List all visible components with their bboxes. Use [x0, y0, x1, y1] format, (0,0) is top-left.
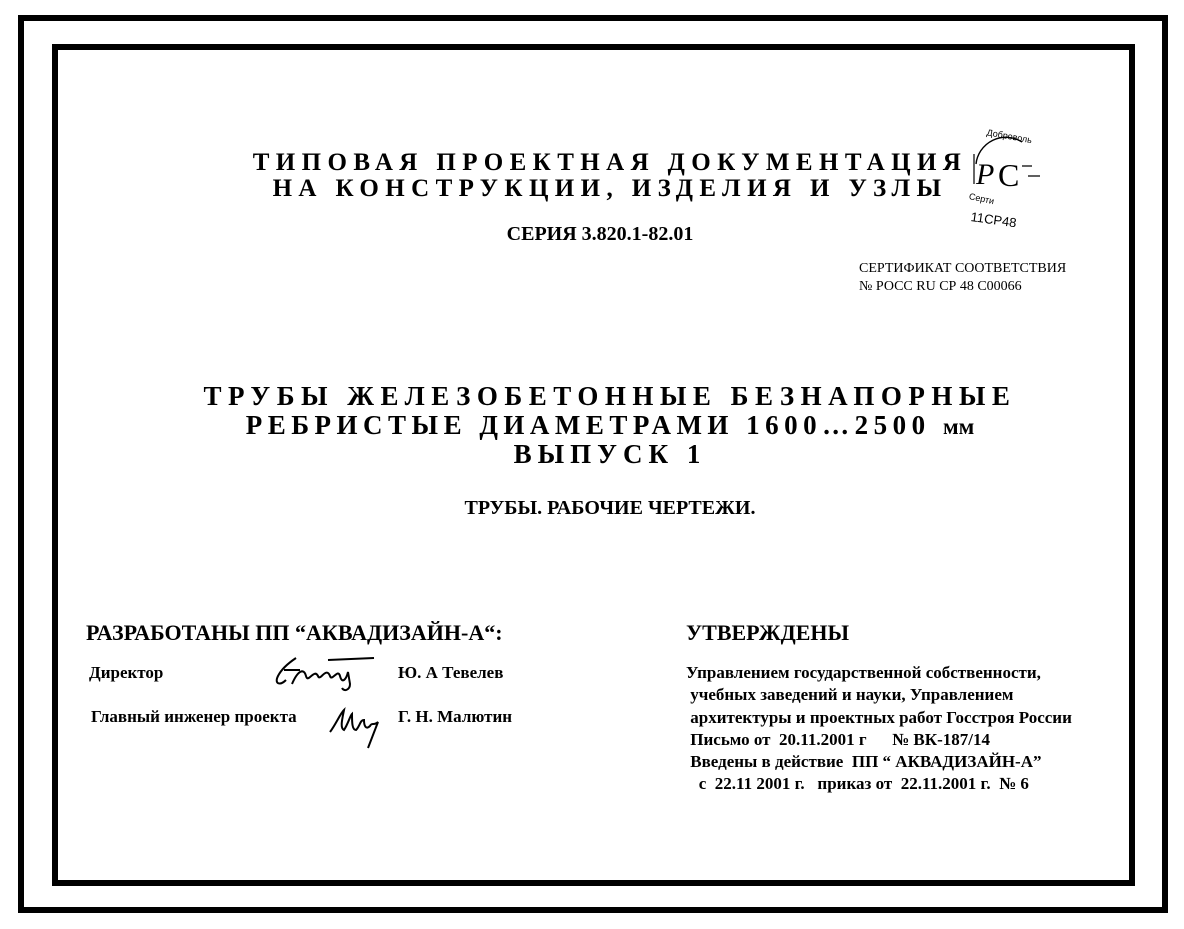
director-name: Ю. А Тевелев	[398, 663, 504, 682]
title-line-1: ТРУБЫ ЖЕЛЕЗОБЕТОННЫЕ БЕЗНАПОРНЫЕ	[203, 381, 1017, 411]
stamp-text-top: Доброволь	[985, 127, 1033, 146]
director-role: Директор	[89, 663, 164, 682]
engineer-name: Г. Н. Малютин	[398, 707, 513, 726]
series-number: СЕРИЯ 3.820.1-82.01	[506, 223, 694, 245]
developers-heading: РАЗРАБОТАНЫ ПП “АКВАДИЗАЙН-А“:	[86, 620, 503, 645]
title-line-2-main: РЕБРИСТЫЕ ДИАМЕТРАМИ 1600…2500	[245, 410, 931, 440]
approval-line-4: Письмо от 20.11.2001 г № ВК-187/14	[686, 730, 990, 749]
approval-line-5: Введены в действие ПП “ АКВАДИЗАЙН-А”	[686, 752, 1042, 771]
title-line-2-unit: мм	[942, 414, 975, 439]
doc-type-line-2: НА КОНСТРУКЦИИ, ИЗДЕЛИЯ И УЗЛЫ	[272, 175, 948, 202]
certificate-title: СЕРТИФИКАТ СООТВЕТСТВИЯ	[859, 261, 1067, 276]
issue-number: ВЫПУСК 1	[513, 439, 707, 469]
approval-line-6: с 22.11 2001 г. приказ от 22.11.2001 г. № 6	[686, 774, 1029, 793]
certification-stamp-icon	[962, 124, 1042, 236]
director-signature-icon	[270, 650, 380, 692]
stamp-monogram-left: Р	[976, 158, 995, 191]
title-line-2	[150, 412, 1070, 439]
certificate-number: № РОСС RU СР 48 С00066	[859, 279, 1022, 294]
stamp-text-mid: Серти	[968, 191, 996, 207]
stamp-monogram-right: С	[998, 157, 1020, 193]
approval-line-3: архитектуры и проектных работ Госстроя России	[686, 708, 1072, 727]
engineer-signature-icon	[326, 700, 386, 752]
subtitle: ТРУБЫ. РАБОЧИЕ ЧЕРТЕЖИ.	[464, 497, 756, 519]
doc-type-line-1: ТИПОВАЯ ПРОЕКТНАЯ ДОКУМЕНТАЦИЯ	[252, 149, 968, 176]
stamp-code: 11СР48	[969, 209, 1018, 231]
engineer-role: Главный инженер проекта	[91, 707, 297, 726]
approval-line-2: учебных заведений и науки, Управлением	[686, 685, 1014, 704]
approval-line-1: Управлением государственной собственности,	[686, 663, 1041, 682]
approval-heading: УТВЕРЖДЕНЫ	[686, 620, 850, 645]
